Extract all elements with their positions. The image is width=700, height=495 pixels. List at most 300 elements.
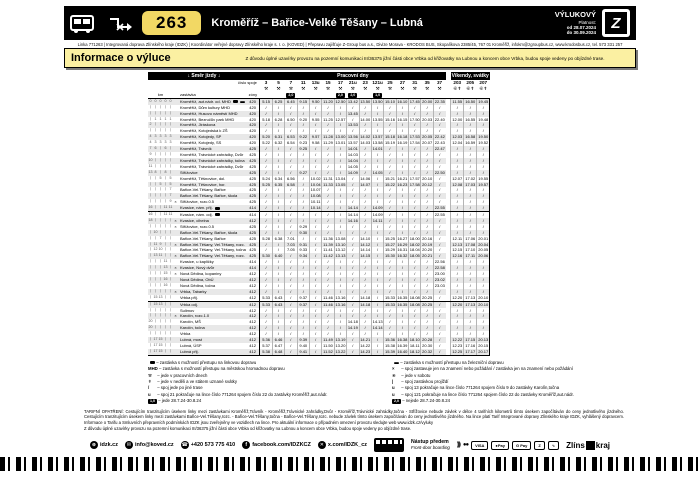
time-cell: /	[433, 308, 445, 314]
workdays-label: Pracovní dny	[260, 72, 446, 80]
km-cell: ⟨	[148, 295, 153, 301]
time-cell: 16.35	[397, 301, 408, 307]
time-cell: /	[464, 199, 477, 205]
km-cell: ⟨	[164, 157, 167, 162]
time-cell: 12.23	[452, 342, 463, 348]
time-cell: 14.14	[347, 205, 358, 211]
time-cell: /	[409, 259, 421, 265]
km-cell: ⟨	[154, 122, 157, 127]
time-cell: /	[433, 164, 445, 170]
validity-block	[555, 11, 596, 35]
time-cell: 18.10	[409, 337, 420, 343]
time-cell: 9.57	[309, 134, 321, 140]
time-cell: /	[334, 259, 346, 265]
time-cell: 18.00	[409, 235, 420, 241]
time-cell: /	[359, 283, 371, 289]
time-cell: /	[409, 325, 421, 331]
stop-name: Střížovice, rozc.0.5	[180, 199, 215, 205]
km-cell: ⟨	[154, 187, 157, 192]
time-cell: 16.31	[397, 247, 408, 253]
time-cell: 9.25	[297, 146, 309, 152]
legend-item	[148, 398, 378, 404]
time-cell: /	[285, 199, 297, 205]
time-cell: /	[371, 111, 383, 117]
time-cell: /	[309, 247, 321, 253]
time-cell: /	[285, 265, 297, 271]
km-cell: ⟨	[154, 319, 157, 324]
time-cell: /	[309, 212, 321, 218]
time-cell: /	[322, 277, 334, 283]
time-cell: 9.58	[309, 140, 321, 146]
legend-right-column	[392, 360, 574, 405]
time-cell: /	[451, 193, 464, 199]
stop-name: Kroměříž, Kotojedy, SS	[180, 140, 222, 146]
time-cell: /	[451, 152, 464, 158]
km-cell: 16	[163, 277, 168, 281]
time-cell: 6.47	[272, 343, 284, 349]
time-cell: 20.10	[478, 301, 489, 307]
km-cell: ⟨	[164, 151, 167, 156]
time-cell: 13.50	[372, 98, 383, 104]
time-cell: /	[285, 187, 297, 193]
stop-name: Vrbka odj.	[178, 301, 246, 307]
km-cell: ⟨	[154, 110, 157, 115]
time-cell: /	[433, 230, 445, 236]
time-cell: 19.57	[478, 181, 489, 187]
time-cell: 5.33	[260, 295, 272, 301]
time-cell: 6.32	[272, 140, 284, 146]
time-cell: /	[334, 193, 346, 199]
service-number: 7	[289, 80, 293, 85]
time-cell: /	[409, 105, 421, 111]
line-number-badge: 263	[142, 11, 201, 35]
time-cell: 20.25	[422, 301, 433, 307]
timetable-body	[148, 98, 490, 355]
tariff-note	[84, 409, 624, 432]
km-cell: ⟨	[164, 163, 167, 168]
time-cell: /	[322, 289, 334, 295]
km-cell: 15	[158, 349, 163, 355]
stop-name: Vrbka, Tabarky	[178, 289, 246, 295]
time-cell: /	[359, 122, 371, 128]
time-cell: /	[396, 319, 408, 325]
time-cell: /	[464, 128, 477, 134]
time-cell: /	[272, 247, 284, 253]
km-cell: 10	[148, 157, 153, 162]
time-cell: /	[396, 277, 408, 283]
time-cell: /	[347, 199, 359, 205]
service-number: 5	[277, 80, 280, 85]
time-cell: /	[451, 158, 464, 164]
time-cell: /	[272, 283, 284, 289]
region-logo-part1: Zlíns	[566, 440, 585, 450]
km-cell: 11	[163, 259, 168, 264]
note-badge: 2,0	[288, 92, 294, 97]
km-cell: ⟨	[164, 313, 167, 318]
time-cell: /	[260, 158, 272, 164]
time-cell: /	[371, 301, 383, 307]
time-cell: /	[409, 111, 421, 117]
time-cell: /	[371, 164, 383, 170]
time-cell: /	[433, 247, 445, 253]
header-bar	[64, 6, 636, 40]
time-cell: /	[297, 193, 309, 199]
bus-transfer-icon	[215, 213, 220, 216]
time-cell: /	[297, 111, 309, 117]
time-cell: 12.00	[452, 116, 463, 122]
time-cell: 22.40	[434, 116, 445, 122]
time-cell: /	[477, 331, 490, 337]
time-cell: 15.16	[384, 116, 395, 122]
time-cell: /	[297, 158, 309, 164]
time-cell: 17.45	[409, 98, 420, 104]
time-cell: /	[285, 111, 297, 117]
km-cell: 15	[153, 301, 158, 306]
time-cell: /	[347, 331, 359, 337]
km-cell: ⟨	[159, 277, 162, 281]
time-cell: 6.43	[272, 295, 284, 301]
service-number: 31	[412, 80, 418, 85]
stop-name: Karolín, točna	[178, 325, 246, 331]
time-cell: /	[451, 230, 464, 236]
time-cell: 16.55	[465, 116, 476, 122]
service-number: 23	[362, 80, 368, 85]
time-cell: 15.21	[384, 175, 395, 181]
time-cell: 11.42	[323, 253, 333, 259]
time-cell: 11.41	[323, 247, 333, 253]
time-cell: 13.22	[335, 348, 346, 354]
time-cell: /	[396, 187, 408, 193]
km-cell: ⟨	[159, 163, 162, 168]
time-cell: /	[322, 187, 334, 193]
table-row	[148, 176, 490, 182]
idzk-logo-letter: Z	[605, 12, 627, 34]
time-cell: /	[334, 164, 346, 170]
time-cell: /	[322, 224, 334, 230]
time-cell: /	[396, 158, 408, 164]
time-cell: /	[409, 277, 421, 283]
zone-cell: 412	[246, 325, 260, 331]
km-cell: ⟨	[149, 181, 152, 186]
time-cell: 5.18	[260, 117, 272, 123]
time-cell: /	[285, 164, 297, 170]
time-cell: 9.31	[297, 242, 309, 248]
km-cell: ⟨	[149, 223, 152, 228]
time-cell: /	[371, 182, 383, 188]
time-cell: /	[285, 212, 297, 218]
time-cell: 10.14	[310, 205, 321, 211]
time-cell: /	[334, 146, 346, 152]
time-cell: /	[451, 325, 464, 331]
time-cell: 9.40	[297, 343, 309, 349]
time-cell: 12.13	[452, 241, 463, 247]
km-cell: ⟨	[164, 175, 167, 180]
time-cell: 9.23	[297, 140, 309, 146]
km-cell: 17	[153, 337, 158, 342]
km-cell: 5	[159, 175, 162, 180]
time-cell: /	[260, 193, 272, 199]
time-cell: /	[371, 308, 383, 314]
km-cell: 3	[164, 140, 167, 145]
legend-text: – spoj 121 pokračuje na lince číslo 771264 spojem číslo 22 do zastávky Kroměříž,aut.nádr.	[401, 391, 574, 397]
time-cell: 5.30	[260, 253, 272, 259]
time-cell: /	[477, 105, 490, 111]
time-cell: /	[309, 105, 321, 111]
time-cell: 15.29	[384, 247, 395, 253]
time-cell: /	[297, 218, 309, 224]
time-cell: /	[359, 146, 371, 152]
time-cell: /	[334, 212, 346, 218]
note-badge-cell	[371, 92, 383, 99]
time-cell: /	[477, 218, 490, 224]
time-cell: /	[421, 265, 433, 271]
time-cell: /	[477, 224, 490, 230]
time-cell: /	[371, 283, 383, 289]
time-cell: /	[371, 176, 383, 182]
time-cell: /	[464, 271, 477, 277]
time-cell: /	[260, 313, 272, 319]
km-cell: 11	[168, 212, 173, 217]
time-cell: /	[371, 277, 383, 283]
km-cell: ⟨	[164, 241, 167, 246]
time-cell: 15.33	[384, 294, 395, 300]
time-cell: /	[260, 105, 272, 111]
time-cell: /	[421, 187, 433, 193]
legend-text: – nejede 28.7.24-30.8.24	[402, 398, 450, 404]
time-cell: /	[285, 170, 297, 176]
time-cell: 11.36	[323, 235, 333, 241]
workday-symbol: ⚒	[338, 85, 343, 91]
time-cell: /	[359, 199, 371, 205]
km-cell: ⟨	[149, 235, 152, 240]
km-cell: ⟨	[159, 128, 162, 133]
km-cell: ⟨	[159, 307, 162, 312]
time-cell: /	[285, 146, 297, 152]
time-cell: /	[272, 170, 284, 176]
time-cell: 10.07	[310, 187, 321, 193]
km-cell: ⟨	[154, 175, 157, 180]
time-cell: 6.46	[272, 337, 284, 343]
km-cell: ⟨	[169, 229, 172, 234]
time-cell: 14.01	[347, 146, 358, 152]
weekend-symbol: ⑥✝	[453, 85, 462, 91]
time-cell: 18.08	[409, 294, 420, 300]
time-cell: /	[433, 182, 445, 188]
time-cell: /	[260, 218, 272, 224]
payment-icon: ●Pay	[491, 441, 509, 450]
time-cell: /	[477, 128, 490, 134]
time-cell: /	[477, 271, 490, 277]
time-cell: /	[272, 277, 284, 283]
time-cell: /	[272, 308, 284, 314]
time-cell: 22.47	[434, 146, 445, 152]
time-cell: /	[464, 111, 477, 117]
time-cell: /	[260, 319, 272, 325]
stop-name: Bařice-Vel.Těšany, Vel.Těšany, rozc.	[180, 241, 245, 247]
time-cell: /	[384, 289, 396, 295]
time-cell: /	[451, 283, 464, 289]
time-cell: 6.58	[285, 182, 297, 188]
time-cell: /	[477, 230, 490, 236]
time-cell: /	[384, 128, 396, 134]
time-cell: /	[260, 146, 272, 152]
km-cell: 1	[164, 116, 167, 121]
time-cell: /	[359, 325, 371, 331]
time-cell: /	[371, 224, 383, 230]
operator-info-line: Linka 771263 | Integrovaná doprava Zlínského kraje (IDZK) | Koordinátor veřejné dopravy Zlínského kraje s. r. o. (KOVED) | Přepravu zajišťuje Z-Group bus a.s., Divize Morava - KRODOS BUS, Skopalíkova 2385/45, 767 01 Kroměříž, infokm@zgroupbus.cz, www.krodosbus.cz, tel. 573 331 257	[77, 42, 623, 47]
time-cell: /	[384, 283, 396, 289]
zone-cell: 425	[246, 176, 260, 182]
time-cell: /	[260, 111, 272, 117]
zone-cell: 425	[246, 187, 260, 193]
legend-text: – zastávka s možností přestupu na linkovou dopravu	[156, 359, 257, 365]
timetable	[148, 72, 636, 356]
time-cell: /	[464, 170, 477, 176]
time-cell: /	[359, 158, 371, 164]
workday-symbol: ⚒	[313, 85, 318, 91]
time-cell: /	[285, 277, 297, 283]
time-cell: 22.35	[434, 98, 445, 104]
time-cell: 14.14	[372, 325, 383, 331]
km-cell: ⟨	[169, 253, 172, 258]
time-cell: 16.40	[397, 348, 408, 354]
time-cell: 12.20	[452, 301, 463, 307]
time-cell: /	[285, 218, 297, 224]
stop-name: Kroměříž, Bezručův park MHD	[180, 116, 235, 122]
km-cell: 13	[153, 253, 158, 258]
km-cell: ⟨	[149, 265, 152, 270]
time-cell: 17.06	[465, 235, 476, 241]
time-cell: /	[309, 283, 321, 289]
time-cell: /	[309, 308, 321, 314]
weekend-symbol: ⑥✝	[466, 85, 475, 91]
time-cell: /	[421, 331, 433, 337]
km-cell: ⟨	[159, 331, 162, 336]
footer-link-label: facebook.com/IDZKCZ	[252, 442, 311, 448]
time-cell: /	[384, 122, 396, 128]
km-cell: ⟨	[149, 337, 152, 342]
time-cell: /	[260, 265, 272, 271]
legend-symbol: ✝	[148, 379, 152, 384]
time-cell: /	[396, 146, 408, 152]
km-cell: 11	[168, 205, 173, 211]
time-cell: /	[359, 259, 371, 265]
time-cell: /	[359, 308, 371, 314]
time-cell: /	[451, 205, 464, 211]
km-header: km	[148, 92, 173, 99]
stop-name: Kroměříž, Kotojedská k ZŠ	[180, 128, 228, 134]
time-cell: /	[285, 349, 297, 355]
time-cell: 6.40	[272, 253, 284, 259]
payment-icons	[457, 441, 559, 450]
time-cell: 12.03	[452, 134, 463, 140]
time-cell: 18.04	[409, 247, 420, 253]
time-cell: 19.50	[478, 134, 489, 140]
time-cell: /	[421, 128, 433, 134]
time-cell: /	[260, 152, 272, 158]
time-cell: /	[285, 259, 297, 265]
on-request-flag-cell: ×	[174, 199, 177, 205]
service-number: 25	[387, 80, 393, 85]
time-cell: 18.11	[409, 342, 420, 348]
time-cell: /	[464, 152, 477, 158]
time-cell: /	[433, 313, 445, 319]
workday-symbol: ⚒	[387, 85, 393, 91]
validity-label: Platnost:	[578, 19, 596, 25]
time-cell: /	[371, 349, 383, 355]
time-cell: /	[359, 193, 371, 199]
legend-symbol: ⑥	[392, 372, 396, 378]
time-cell: /	[421, 199, 433, 205]
time-cell: 5.15	[260, 98, 272, 104]
time-cell: /	[371, 289, 383, 295]
time-cell: 12.50	[335, 98, 346, 104]
time-cell: 13.57	[347, 140, 358, 146]
time-cell: 9.55	[309, 117, 321, 123]
time-cell: /	[384, 218, 396, 224]
time-cell: /	[285, 325, 297, 331]
km-cell: ⟨	[159, 325, 162, 330]
time-cell: /	[433, 242, 445, 248]
time-cell: /	[409, 212, 421, 218]
km-cell: 13	[158, 301, 163, 306]
time-cell: /	[433, 187, 445, 193]
time-cell: /	[421, 152, 433, 158]
time-cell: 6.45	[285, 98, 297, 104]
time-cell: /	[464, 187, 477, 193]
time-cell: /	[309, 271, 321, 277]
stop-name: Kroměříž, Těšnovice, dol.	[180, 175, 226, 181]
time-cell: /	[464, 308, 477, 314]
km-cell: ⟨	[149, 282, 152, 287]
time-cell: /	[396, 218, 408, 224]
time-cell: /	[421, 111, 433, 117]
time-cell: /	[464, 259, 477, 265]
table-row	[148, 205, 490, 211]
km-cell: 3	[159, 134, 162, 139]
stop-name: Vrbka	[180, 331, 191, 337]
time-cell: 6.35	[272, 182, 284, 188]
km-cell: ⟨	[169, 169, 172, 174]
time-cell: /	[272, 164, 284, 170]
time-cell: 10.08	[310, 193, 321, 199]
time-cell: 22.43	[434, 140, 445, 146]
time-cell: /	[309, 170, 321, 176]
km-cell: ⟨	[169, 235, 172, 240]
time-cell: /	[477, 111, 490, 117]
stop-name: Bařice-Vel.Těšany, Vel.Těšany, točna	[180, 247, 246, 253]
time-cell: 19.55	[478, 175, 489, 181]
zone-cell: 420	[246, 111, 260, 117]
stop-name: Střížovice	[178, 170, 246, 176]
zone-cell: 412	[246, 289, 260, 295]
stop-name: Střížovice, rozc.0.5	[180, 223, 215, 229]
time-cell: 20.15	[478, 342, 489, 348]
time-cell: 14.21	[360, 337, 371, 343]
km-cell: ⟨	[164, 122, 167, 127]
time-cell: /	[359, 128, 371, 134]
workday-symbol: ⚒	[412, 85, 417, 91]
time-cell: /	[272, 259, 284, 265]
time-cell: 14.07	[360, 181, 371, 187]
time-cell: /	[451, 199, 464, 205]
workdays-bar	[260, 72, 446, 80]
time-cell: /	[371, 295, 383, 301]
time-cell: /	[272, 218, 284, 224]
time-cell: /	[359, 271, 371, 277]
table-row	[148, 98, 490, 104]
service-number: 11	[300, 80, 306, 85]
